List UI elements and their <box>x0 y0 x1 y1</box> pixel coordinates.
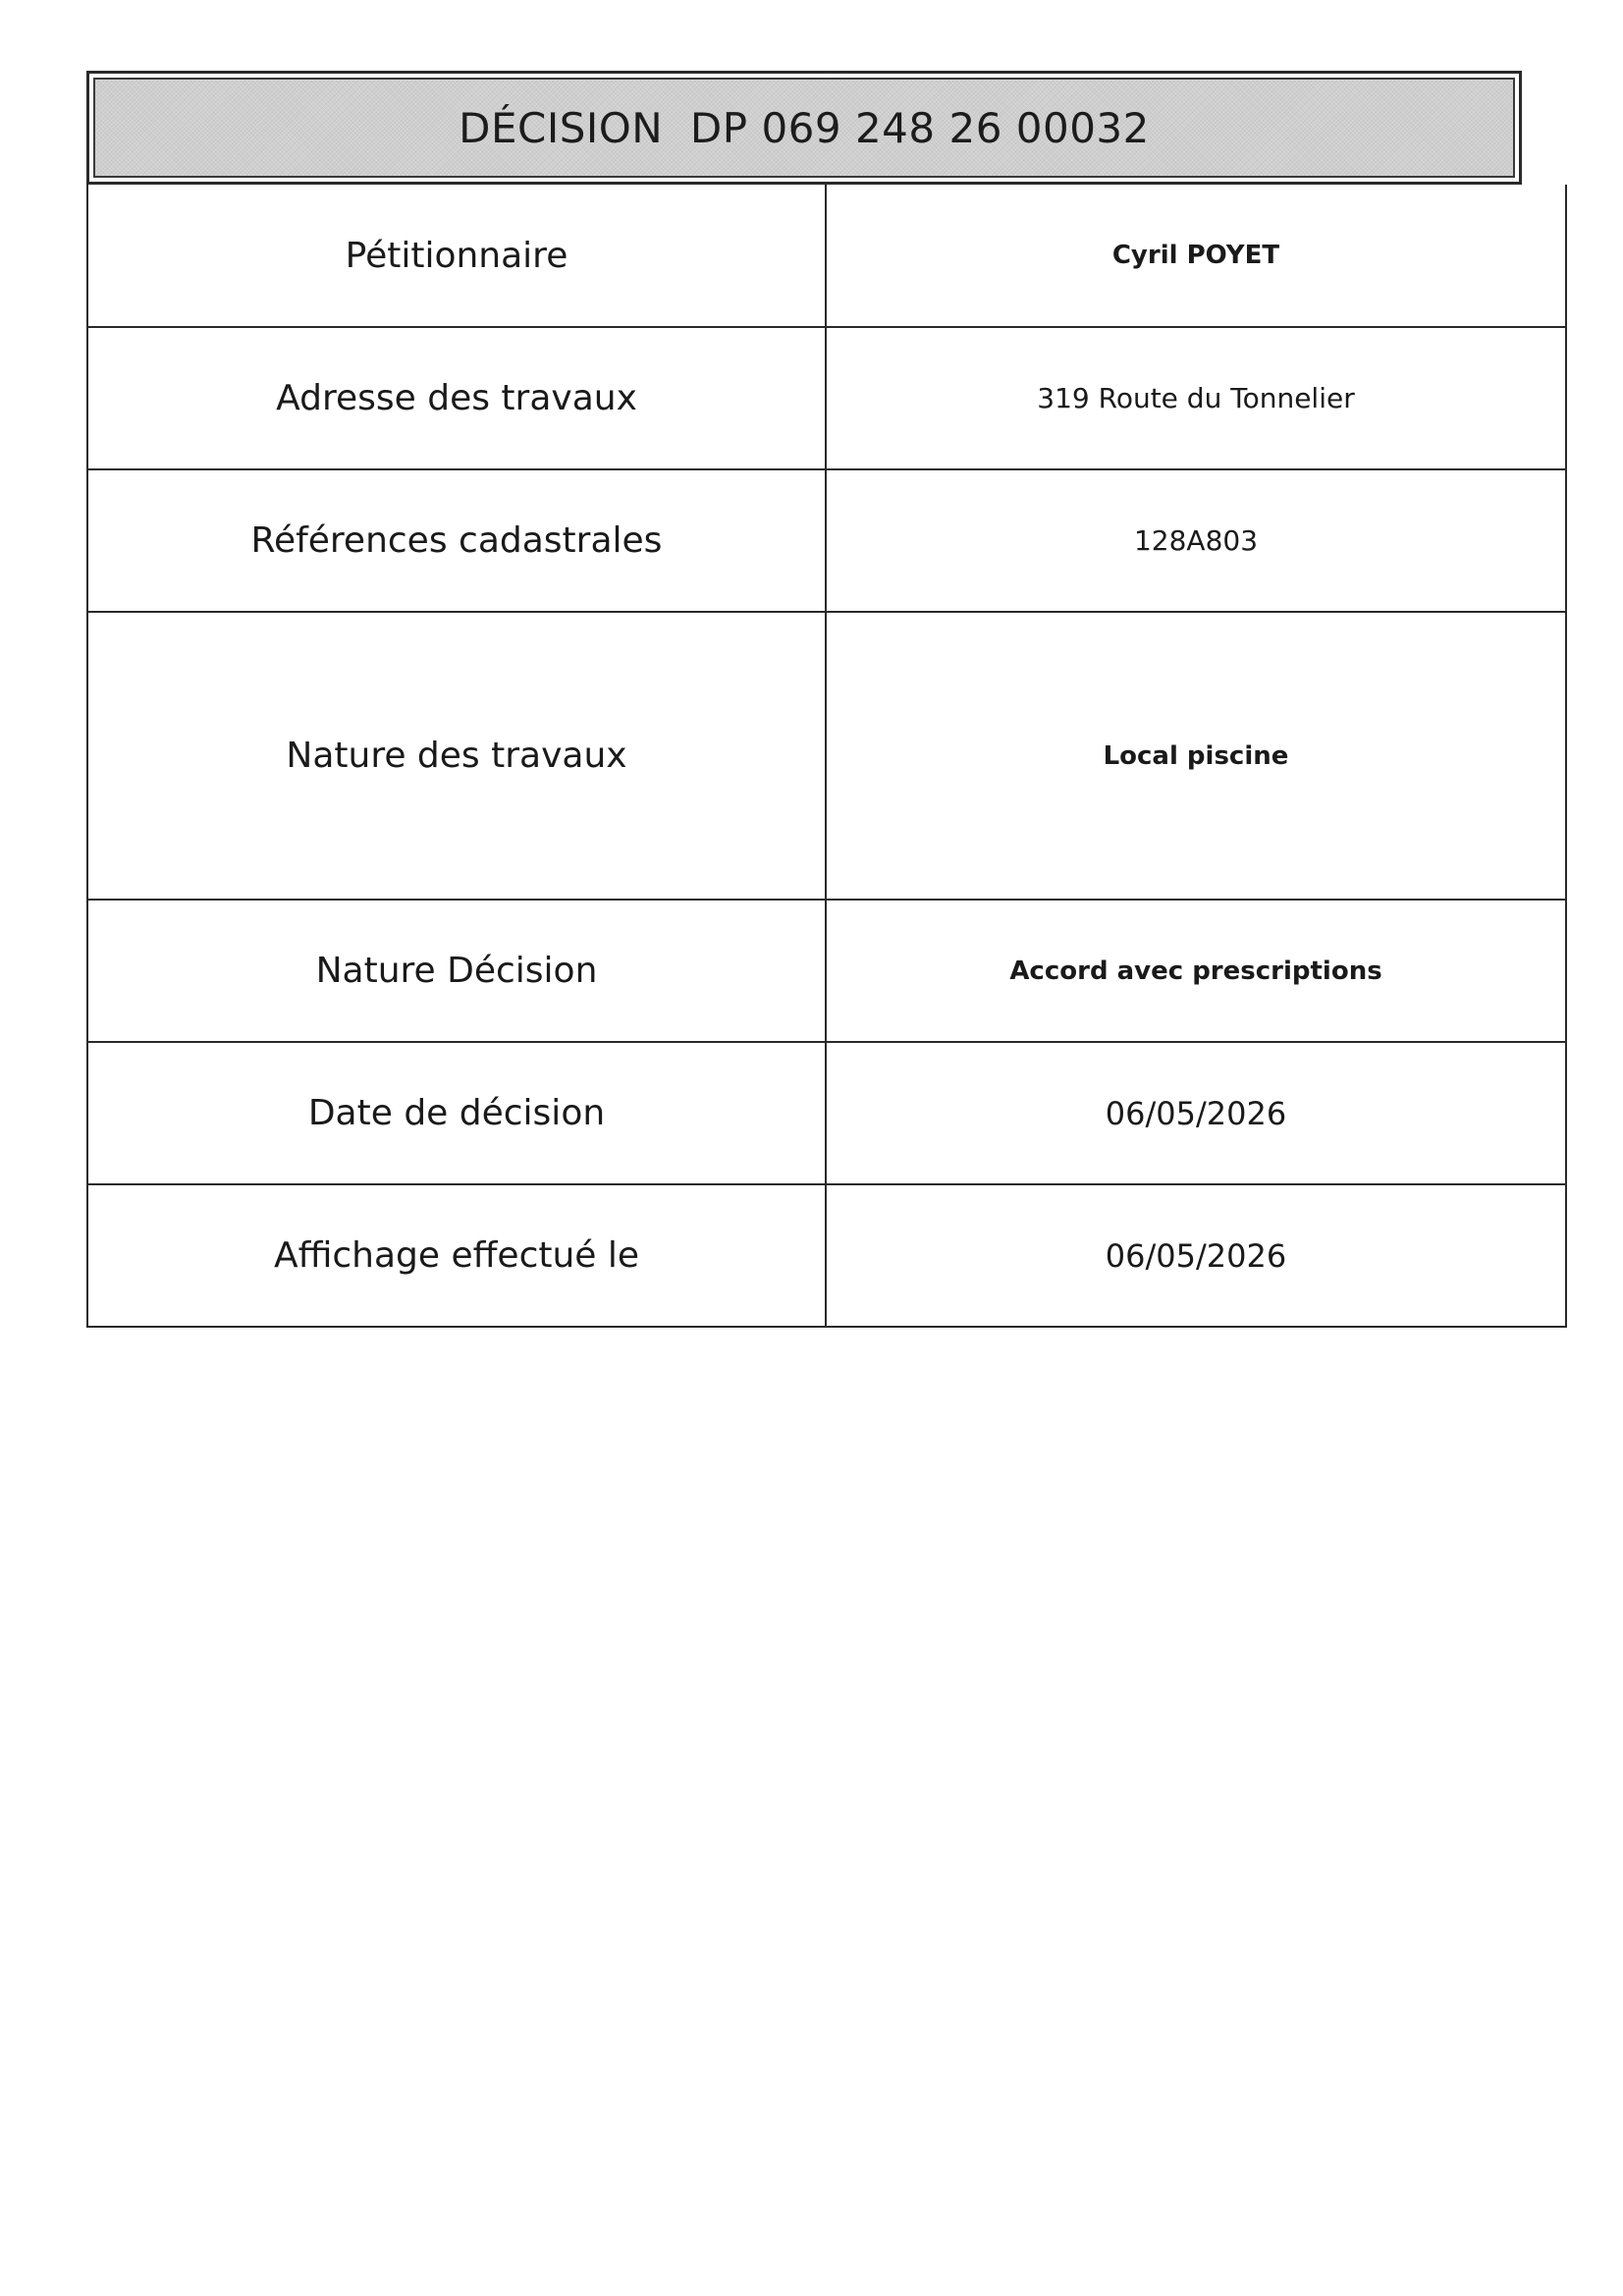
decision-document <box>86 71 1522 1328</box>
row-value: Local piscine <box>826 612 1566 900</box>
row-value: 06/05/2026 <box>826 1184 1566 1327</box>
table-row-affichage <box>87 1184 1566 1327</box>
table-row-adresse <box>87 327 1566 469</box>
row-value: 319 Route du Tonnelier <box>826 327 1566 469</box>
row-label: Nature Décision <box>87 900 826 1042</box>
document-title: DÉCISION DP 069 248 26 00032 <box>459 103 1150 152</box>
title-bar <box>86 71 1522 185</box>
row-label: Date de décision <box>87 1042 826 1184</box>
table-row-nature-decision <box>87 900 1566 1042</box>
table-row-date-decision <box>87 1042 1566 1184</box>
table-row-petitionnaire <box>87 185 1566 327</box>
row-value: Cyril POYET <box>826 185 1566 327</box>
table-row-references <box>87 469 1566 612</box>
row-label: Pétitionnaire <box>87 185 826 327</box>
row-value: 06/05/2026 <box>826 1042 1566 1184</box>
title-box <box>93 78 1515 178</box>
row-label: Nature des travaux <box>87 612 826 900</box>
row-value: 128A803 <box>826 469 1566 612</box>
table-row-nature-travaux <box>87 612 1566 900</box>
decision-info-table <box>86 185 1567 1328</box>
row-label: Affichage effectué le <box>87 1184 826 1327</box>
row-value: Accord avec prescriptions <box>826 900 1566 1042</box>
row-label: Adresse des travaux <box>87 327 826 469</box>
row-label: Références cadastrales <box>87 469 826 612</box>
